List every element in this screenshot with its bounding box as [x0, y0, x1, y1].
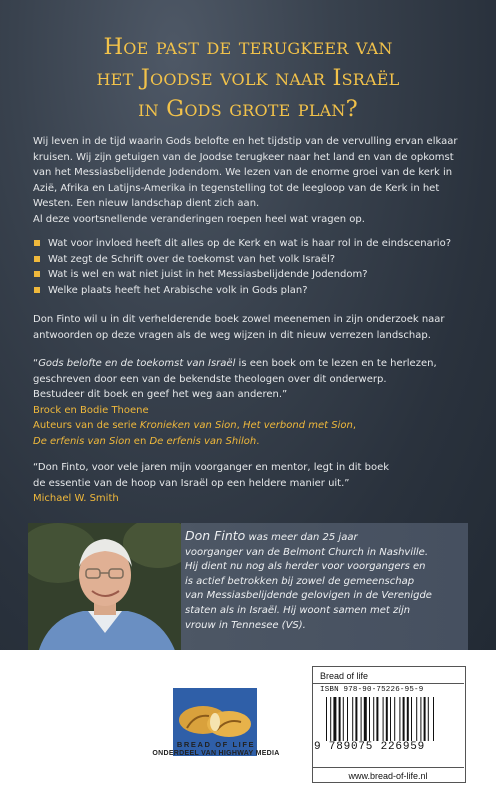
- series-title: Kronieken van Sion: [139, 420, 237, 431]
- barcode-bar: [376, 697, 378, 741]
- author-photo: [28, 523, 181, 653]
- barcode-bar: [347, 697, 348, 741]
- intro-paragraph: [33, 134, 473, 227]
- question-text: Welke plaats heeft het Arabische volk in Gods plan?: [48, 284, 308, 296]
- barcode-bar: [394, 697, 395, 741]
- bio-line: voorganger van de Belmont Church in Nashville.: [185, 546, 429, 558]
- headline-line-3: in Gods grote plan?: [138, 96, 358, 122]
- separator: ,: [352, 420, 356, 431]
- summary-line: antwoorden op deze vragen als de weg wijzen in dit nieuw verrezen landschap.: [33, 329, 431, 341]
- bio-line: van Messiasbelijdende gelovigen in de Verenigde: [185, 590, 432, 602]
- barcode-number: 9 789075 226959: [314, 741, 426, 753]
- barcode-bar: [333, 697, 336, 741]
- barcode-bar: [386, 697, 388, 741]
- quote-line: Bestudeer dit boek en geef het weg aan anderen.”: [33, 389, 288, 400]
- question-item: [33, 252, 473, 268]
- barcode-bar: [399, 697, 400, 741]
- author-credit: [33, 418, 473, 434]
- intro-line: Wij leven in de tijd waarin Gods belofte en het tijdstip van de vervulling ervan elkaar: [33, 136, 458, 147]
- intro-line: Azië, Afrika en Latijns-Amerika in tegenstelling tot de leegloop van de Kerk in het: [33, 182, 440, 194]
- author-credit: [33, 434, 473, 450]
- quote-line: geschreven door een van de bekendste theologen over dit onderwerp.: [33, 373, 387, 385]
- barcode-bar: [369, 697, 370, 741]
- barcode-bar: [424, 697, 426, 741]
- summary-paragraph: [33, 312, 473, 343]
- question-item: [33, 283, 473, 299]
- barcode-bar: [390, 697, 391, 741]
- bio-line: is actief betrokken bij zowel de gemeenschap: [185, 575, 415, 587]
- intro-line: van het Messiasbelijdende Jodendom. We lezen van de enorme groei van de kerk in: [33, 167, 453, 178]
- endorsement-smith: [33, 460, 473, 507]
- separator: en: [130, 435, 150, 447]
- quote-attribution: Brock en Bodie Thoene: [33, 404, 149, 416]
- barcode-bar: [361, 697, 362, 741]
- open-quote: “: [33, 358, 39, 369]
- question-item: [33, 267, 473, 283]
- question-list: [33, 236, 473, 298]
- bio-line: vrouw in Tennesee (VS).: [185, 619, 306, 631]
- bio-line: Hij dient nu nog als herder voor voorgangers en: [185, 561, 426, 573]
- isbn-text: ISBN 978-90-75226-95-9: [320, 686, 424, 694]
- barcode-bar: [411, 697, 412, 741]
- book-title: Gods belofte en de toekomst van Israël: [38, 358, 236, 369]
- barcode-bar: [355, 697, 357, 741]
- author-name: Don Finto: [185, 528, 246, 543]
- quote-line: [33, 356, 473, 372]
- barcode-bar: [416, 697, 417, 741]
- author-panel: [28, 523, 468, 653]
- series-title: De erfenis van Sion: [33, 435, 131, 447]
- series-title: De erfenis van Shiloh: [149, 435, 257, 447]
- endorsement-thoene: [33, 356, 473, 449]
- barcode-bar: [407, 697, 409, 741]
- intro-line: Westen. Een nieuw landschap dient zich aan.: [33, 198, 260, 209]
- square-bullet-icon: [34, 240, 40, 246]
- intro-line: Al deze voortsnellende veranderingen roepen heel wat vragen op.: [33, 213, 365, 225]
- bio-line: [185, 529, 463, 546]
- author-bio: [185, 529, 463, 633]
- publisher-url: www.bread-of-life.nl: [348, 771, 428, 781]
- divider: [312, 683, 464, 684]
- author-portrait-icon: [28, 523, 181, 653]
- question-text: Wat zegt de Schrift over de toekomst van het volk Israël?: [48, 253, 336, 265]
- question-item: [33, 236, 473, 252]
- barcode-bar: [383, 697, 384, 741]
- bio-text: was meer dan 25 jaar: [245, 532, 358, 543]
- square-bullet-icon: [34, 271, 40, 277]
- separator: ,: [236, 420, 243, 431]
- barcode-bar: [428, 697, 429, 741]
- barcode-bar: [373, 697, 374, 741]
- intro-line: kruisen. Wij zijn getuigen van de Joodse terugkeer naar het land en van de opkomst: [33, 151, 454, 163]
- barcode-bar: [433, 697, 434, 741]
- summary-line: Don Finto wil u in dit verhelderende boek zowel meenemen in zijn onderzoek naar: [33, 314, 445, 325]
- quote-line: “Don Finto, voor vele jaren mijn voorganger en mentor, legt in dit boek: [33, 462, 390, 473]
- barcode-bar: [343, 697, 344, 741]
- quote-text: is een boek om te lezen en te herlezen,: [235, 358, 437, 369]
- barcode-bar: [364, 697, 367, 741]
- series-title: Het verbond met Sion: [242, 420, 353, 431]
- barcode-bar: [326, 697, 327, 741]
- publisher-label: Bread of life: [320, 671, 369, 681]
- square-bullet-icon: [34, 287, 40, 293]
- headline-line-1: Hoe past de terugkeer van: [103, 34, 393, 60]
- quote-line: de essentie van de hoop van Israël op een heldere manier uit.”: [33, 477, 350, 489]
- barcode-bar: [403, 697, 405, 741]
- barcode-icon: [324, 697, 460, 741]
- publisher-logo-subtitle: ONDERDEEL VAN HIGHWAY MEDIA: [152, 750, 280, 757]
- barcode-bar: [330, 697, 331, 741]
- bio-line: staten als in Israël. Hij woont samen met zijn: [185, 604, 411, 616]
- question-text: Wat is wel en wat niet juist in het Messiasbelijdende Jodendom?: [48, 269, 368, 280]
- quote-attribution: Michael W. Smith: [33, 493, 119, 504]
- headline: [40, 32, 456, 125]
- barcode-bar: [352, 697, 353, 741]
- credit-prefix: Auteurs van de serie: [33, 420, 140, 431]
- publisher-logo-name: BREAD OF LIFE: [176, 740, 256, 749]
- headline-line-2: het Joodse volk naar Israël: [96, 65, 400, 91]
- separator: .: [256, 435, 260, 447]
- question-text: Wat voor invloed heeft dit alles op de Kerk en wat is haar rol in de eindscenario?: [48, 238, 452, 249]
- barcode-bar: [420, 697, 421, 741]
- divider: [312, 767, 464, 768]
- barcode-bar: [339, 697, 341, 741]
- square-bullet-icon: [34, 256, 40, 262]
